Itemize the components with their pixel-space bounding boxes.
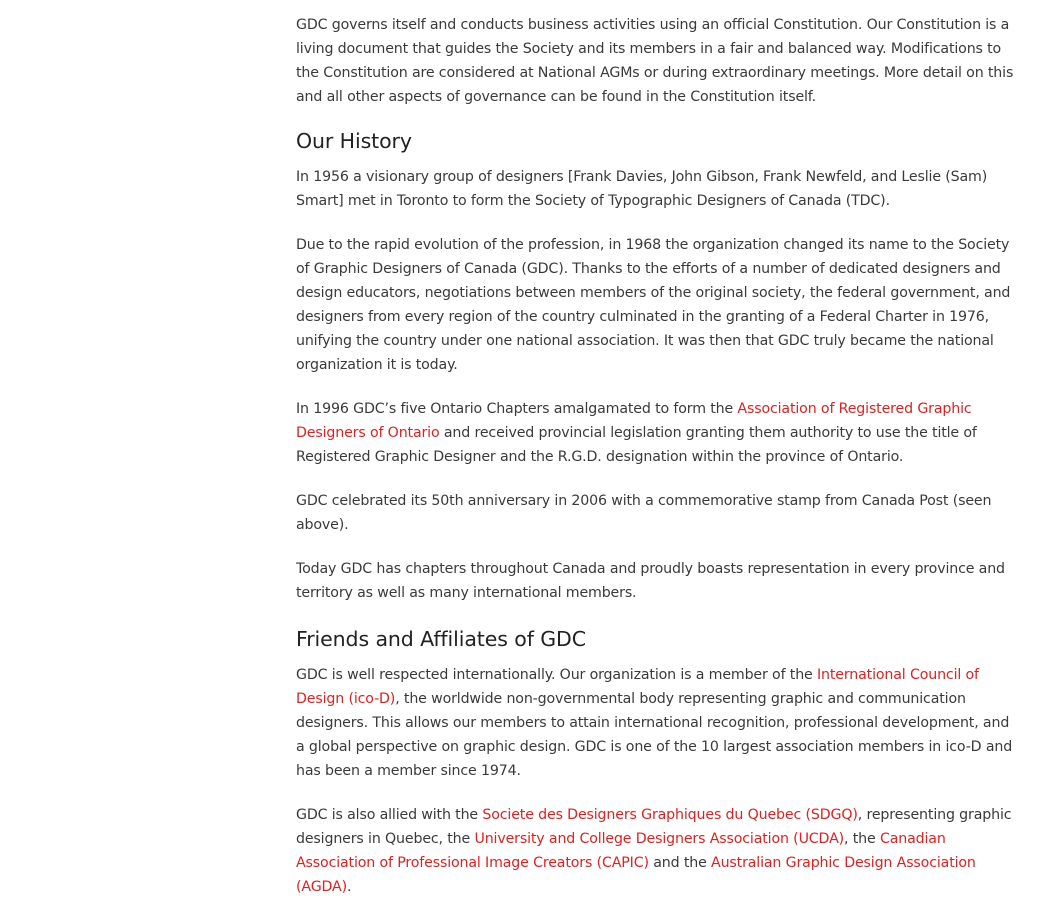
history-paragraph-1968: Due to the rapid evolution of the profession, in 1968 the organization changed its name to the Society of Graphic Designers of Canada (GDC). Thanks to the efforts of a number of dedicated designers and design educators, negotiations between members of the original society, the federal government, and designers from every region of the country culminated in the granting of a Federal Charter in 1976, unifying the country under one national association. It was then that GDC truly became the national organization it is today. (296, 237, 1011, 373)
icod-link[interactable]: International Council of Design (ico-D) (296, 667, 979, 707)
history-paragraph-1956: In 1956 a visionary group of designers [Frank Davies, John Gibson, Frank Newfeld, and Leslie (Sam) Smart] met in Toronto to form the Society of Typographic Designers of Canada (TDC). (296, 169, 988, 209)
affiliates-heading: Friends and Affiliates of GDC (296, 627, 586, 651)
allies-text-after: . (347, 879, 352, 895)
history-heading: Our History (296, 129, 412, 153)
history-1996-text-after: and received provincial legislation granting them authority to use the title of Registered Graphic Designer and the R.G.D. designation within the province of Ontario. (296, 425, 977, 465)
affiliates-icod-text-before: GDC is well respected internationally. Our organization is a member of the (296, 667, 817, 683)
allies-text-mid-2: , the (844, 831, 880, 847)
affiliates-icod-text-after: , the worldwide non-governmental body representing graphic and communication designers. This allows our members to attain international recognition, professional development, and a global perspective on graphic design. GDC is one of the 10 largest association members in ico-D and has been a member since 1974. (296, 691, 1013, 779)
history-paragraph-1996 (296, 397, 1022, 469)
agda-link[interactable]: Australian Graphic Design Association (AGDA) (296, 855, 976, 895)
article-content (296, 13, 1022, 919)
rgd-ontario-link[interactable]: Association of Registered Graphic Designers of Ontario (296, 401, 972, 441)
allies-text-mid-1: , representing graphic designers in Quebec, the (296, 807, 1012, 847)
history-1996-text-before: In 1996 GDC’s five Ontario Chapters amalgamated to form the (296, 401, 738, 417)
allies-text-before: GDC is also allied with the (296, 807, 483, 823)
constitution-paragraph: GDC governs itself and conducts business activities using an official Constitution. Our Constitution is a living document that guides the Society and its members in a fair and balanced way. Modifications to the Constitution are considered at National AGMs or during extraordinary meetings. More detail on this and all other aspects of governance can be found in the Constitution itself. (296, 17, 1014, 105)
capic-link[interactable]: Canadian Association of Professional Image Creators (CAPIC) (296, 831, 946, 871)
sdgq-link[interactable]: Societe des Designers Graphiques du Quebec (SDGQ) (482, 807, 858, 823)
ucda-link[interactable]: University and College Designers Association (UCDA) (474, 831, 845, 847)
history-paragraph-2006: GDC celebrated its 50th anniversary in 2006 with a commemorative stamp from Canada Post (seen above). (296, 493, 992, 533)
allies-text-mid-3: and the (648, 855, 712, 871)
history-paragraph-today: Today GDC has chapters throughout Canada and proudly boasts representation in every province and territory as well as many international members. (296, 561, 1005, 601)
affiliates-paragraph-allies (296, 803, 1022, 899)
affiliates-paragraph-icod (296, 663, 1022, 783)
